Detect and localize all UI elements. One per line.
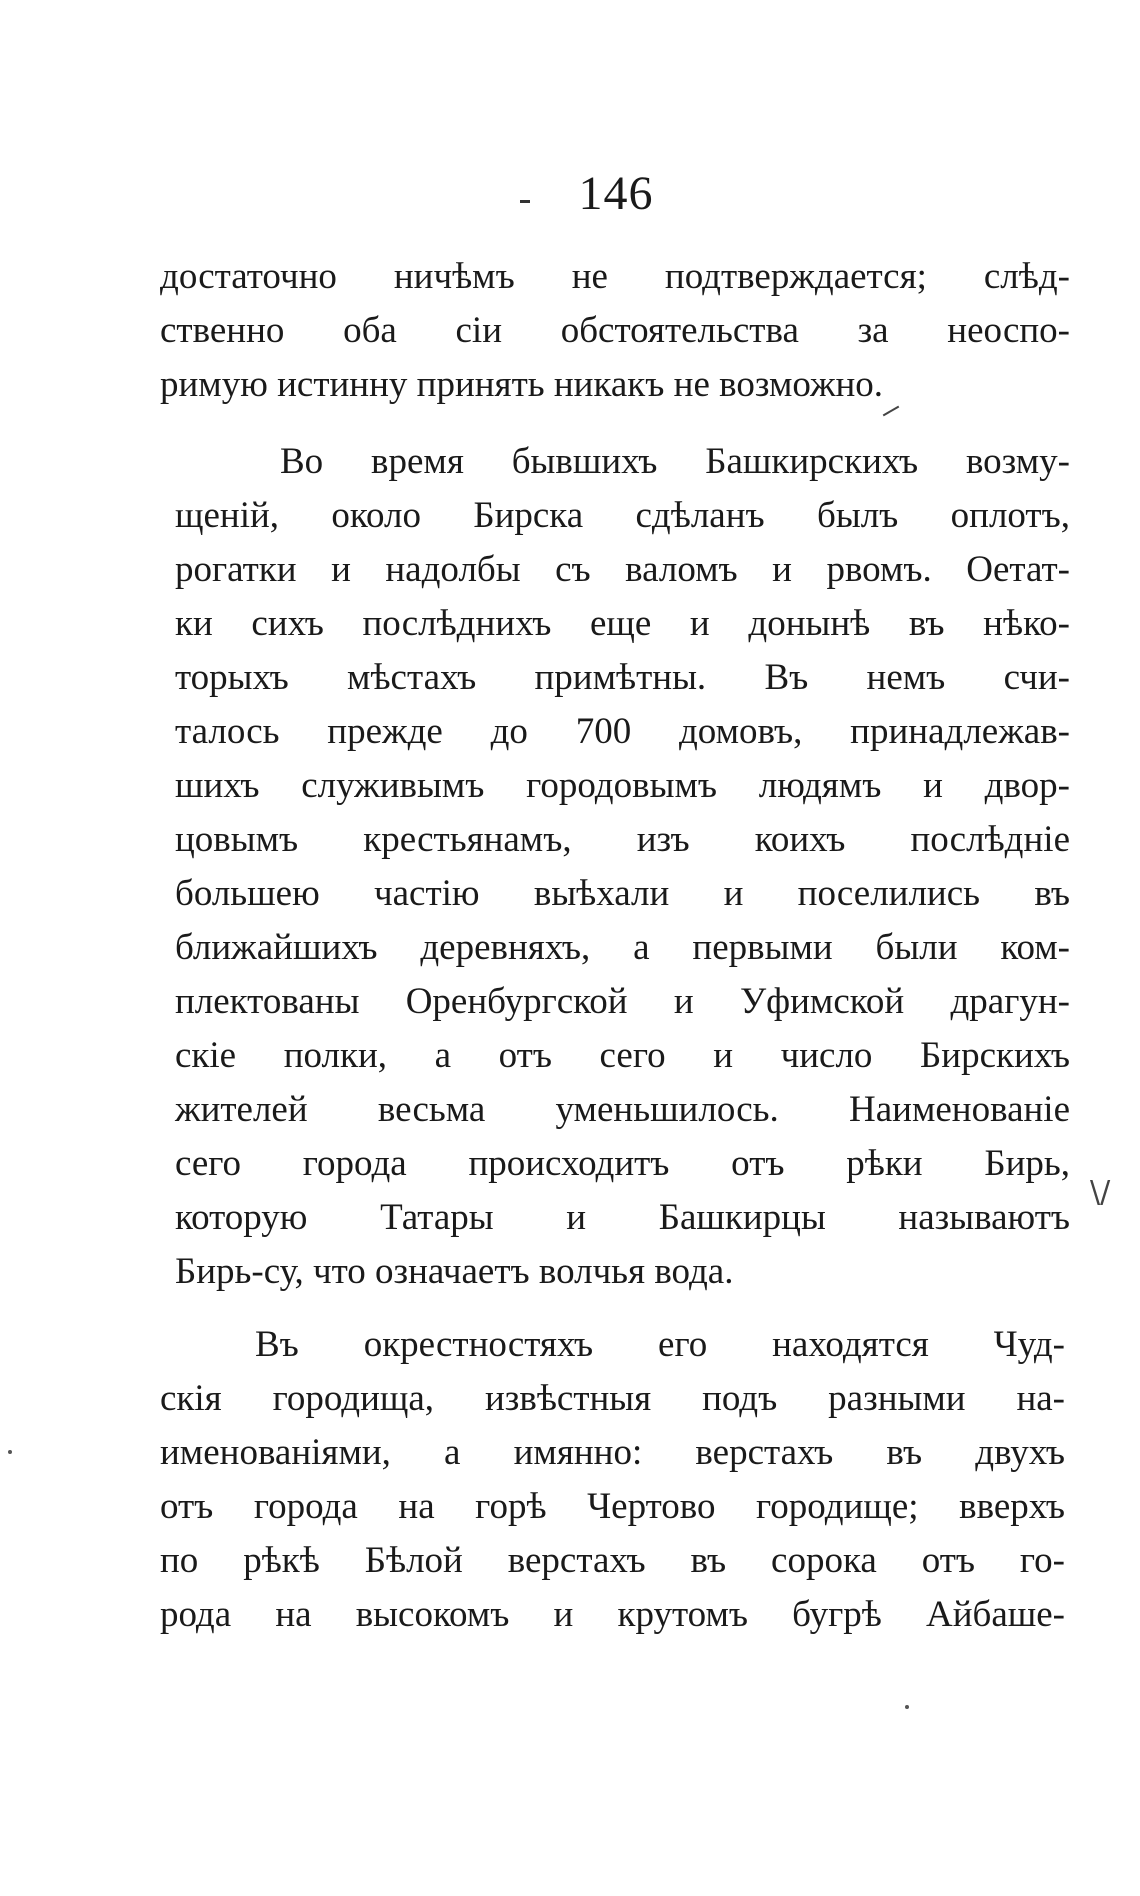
- text-line: жителей весьма уменьшилось. Наименованіе: [175, 1089, 1070, 1130]
- text-line: именованіями, а имянно: верстахъ въ двухъ: [160, 1432, 1065, 1473]
- text-line: отъ города на горѣ Чертово городище; вверхъ: [160, 1486, 1065, 1527]
- text-line: рода на высокомъ и крутомъ бугрѣ Айбаше-: [160, 1594, 1065, 1635]
- text-line: по рѣкѣ Бѣлой верстахъ въ сорока отъ го-: [160, 1540, 1065, 1581]
- paragraph-1: [160, 250, 1070, 412]
- paragraph-2: [175, 435, 1070, 1299]
- text-line: плектованы Оренбургской и Уфимской драгун-: [175, 981, 1070, 1022]
- text-line: цовымъ крестьянамъ, изъ коихъ послѣдніе: [175, 819, 1070, 860]
- speck: [905, 1705, 909, 1709]
- text-line: ки сихъ послѣднихъ еще и донынѣ въ нѣко-: [175, 603, 1070, 644]
- text-line: большею частію выѣхали и поселились въ: [175, 873, 1070, 914]
- page-header: [0, 166, 1140, 221]
- margin-mark: \/: [1090, 1175, 1111, 1210]
- text-line: которую Татары и Башкирцы называютъ: [175, 1197, 1070, 1238]
- text-line: шихъ служивымъ городовымъ людямъ и двор-: [175, 765, 1070, 806]
- text-line: Во время бывшихъ Башкирскихъ возму-: [280, 441, 1070, 482]
- text-line: достаточно ничѣмъ не подтверждается; слѣд-: [160, 256, 1070, 297]
- text-line: ственно оба сіи обстоятельства за неоспо-: [160, 310, 1070, 351]
- text-line: торыхъ мѣстахъ примѣтны. Въ немъ счи-: [175, 657, 1070, 698]
- page-number: 146: [578, 167, 654, 220]
- text-line: римую истинну принять никакъ не возможно.: [160, 364, 884, 405]
- text-line: ближайшихъ деревняхъ, а первыми были ком-: [175, 927, 1070, 968]
- speck: [8, 1450, 12, 1454]
- text-line: Въ окрестностяхъ его находятся Чуд-: [255, 1324, 1065, 1365]
- text-line: скія городища, извѣстныя подъ разными на-: [160, 1378, 1065, 1419]
- text-line: сего города происходитъ отъ рѣки Бирь,: [175, 1143, 1070, 1184]
- text-line: скіе полки, а отъ сего и число Бирскихъ: [175, 1035, 1070, 1076]
- text-line: талось прежде до 700 домовъ, принадлежав-: [175, 711, 1070, 752]
- text-line: рогатки и надолбы съ валомъ и рвомъ. Оетат-: [175, 549, 1070, 590]
- text-line: щеній, около Бирска сдѣланъ былъ оплотъ,: [175, 495, 1070, 536]
- paragraph-3: [160, 1318, 1065, 1642]
- text-line: Бирь-су, что означаетъ волчья вода.: [175, 1251, 734, 1292]
